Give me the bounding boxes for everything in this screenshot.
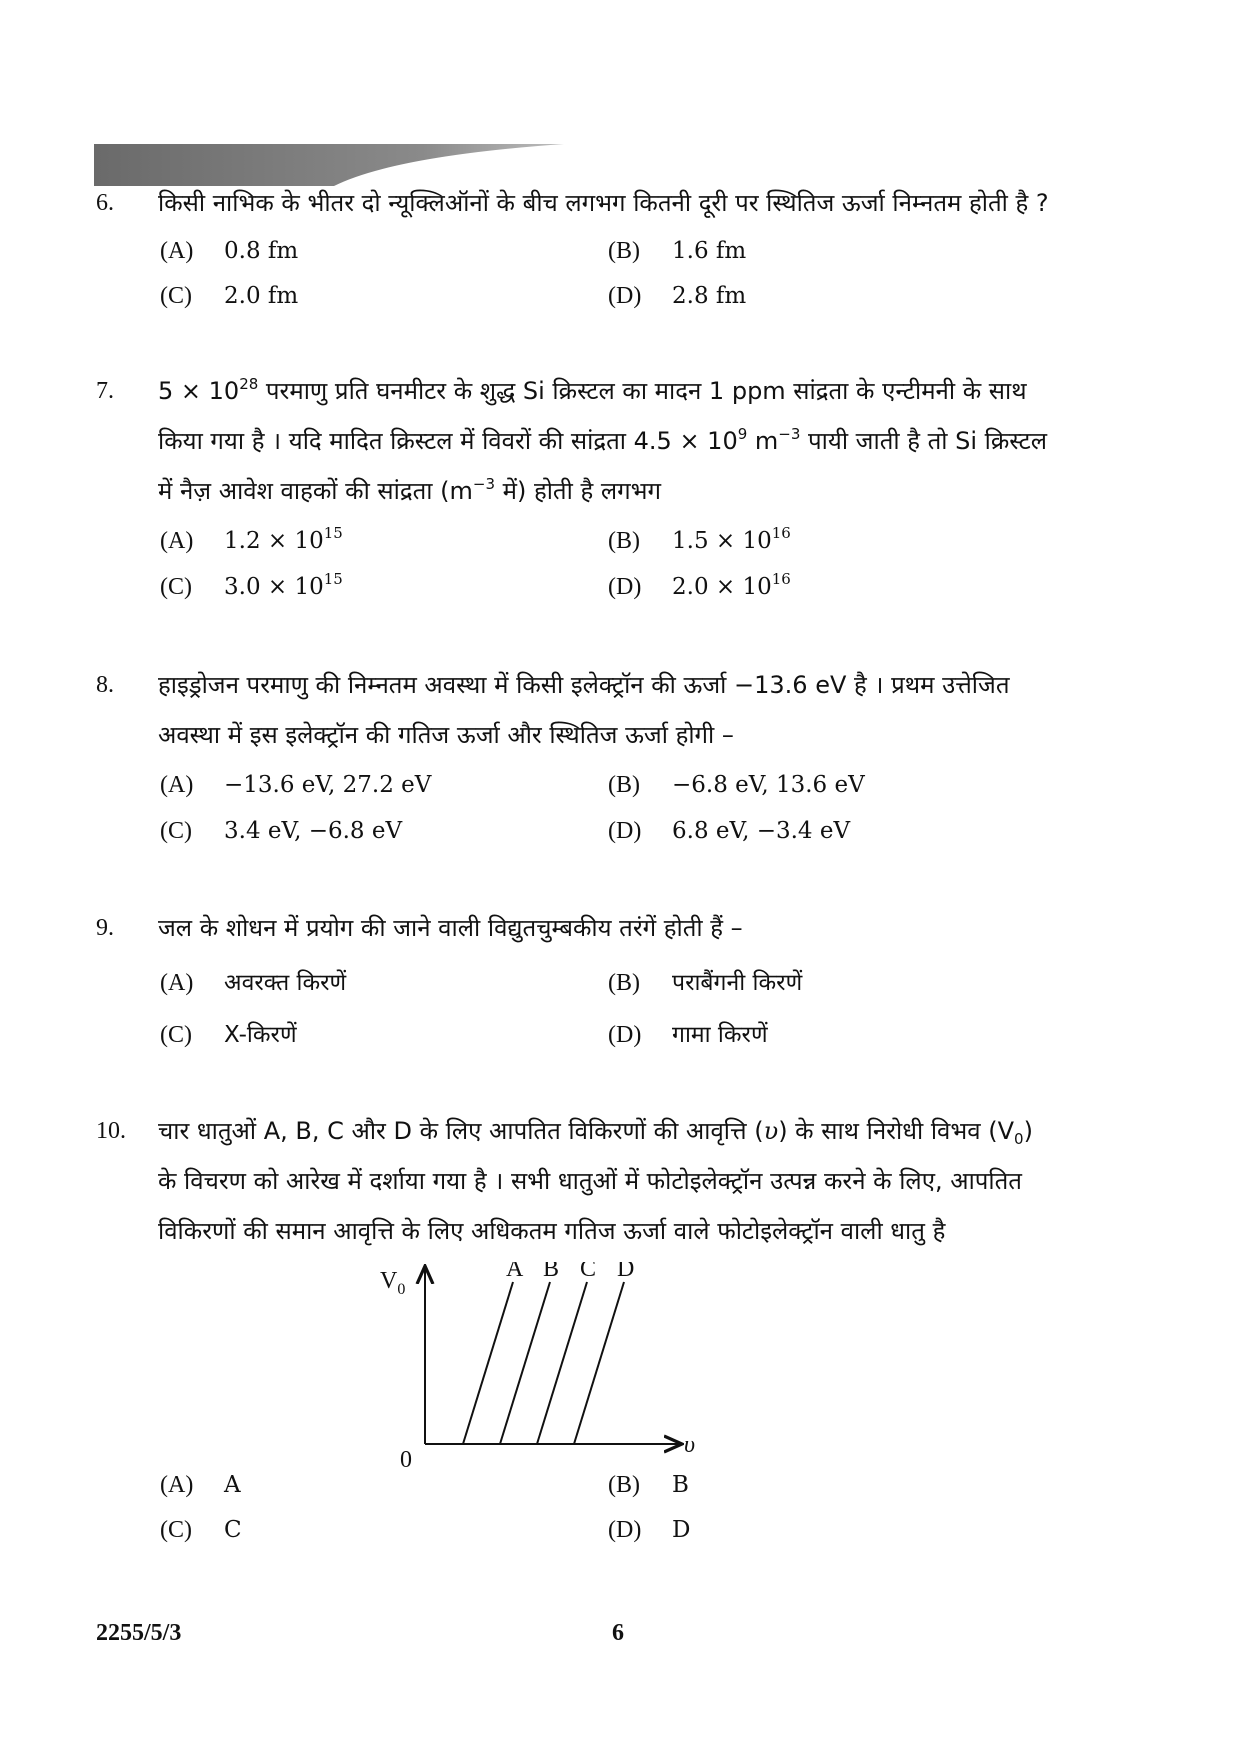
option-c[interactable]: [160, 283, 298, 310]
option-c[interactable]: [160, 570, 343, 601]
option-d[interactable]: [608, 818, 850, 845]
option-label: (C): [160, 283, 192, 309]
question-line: किसी नाभिक के भीतर दो न्यूक्लिऑनों के बीच लगभग कितनी दूरी पर स्थितिज ऊर्जा निम्नतम होती है ?: [158, 189, 1049, 217]
option-d[interactable]: [608, 570, 791, 601]
option-label: (B): [608, 772, 640, 798]
option-d[interactable]: [608, 1017, 768, 1049]
stopping-potential-graph: [370, 1262, 730, 1472]
question-line: विकिरणों की समान आवृत्ति के लिए अधिकतम गतिज ऊर्जा वाले फोटोइलेक्ट्रॉन वाली धातु है: [158, 1217, 946, 1245]
option-label: (B): [608, 238, 640, 264]
option-label: (A): [160, 528, 194, 554]
series-label-b: B: [543, 1262, 560, 1282]
question-line: चार धातुओं A, B, C और D के लिए आपतित विकिरणों की आवृत्ति (υ) के साथ निरोधी विभव $(V_0)$: [158, 1117, 1033, 1148]
option-c[interactable]: [160, 1517, 242, 1544]
series-label-a: A: [506, 1262, 524, 1282]
option-value: अवरक्त किरणें: [224, 970, 347, 996]
option-label: (B): [608, 528, 640, 554]
question-line: अवस्था में इस इलेक्ट्रॉन की गतिज ऊर्जा और स्थितिज ऊर्जा होगी –: [158, 721, 734, 749]
option-label: (C): [160, 1517, 192, 1543]
option-value: 6.8 eV, −3.4 eV: [672, 818, 851, 844]
question-line: $5 \times 10^{28}$ परमाणु प्रति घनमीटर के शुद्ध Si क्रिस्टल का मादन 1 ppm सांद्रता के एन्टीमनी के साथ: [158, 375, 1027, 405]
option-label: (D): [608, 818, 642, 844]
question-text: [158, 660, 1108, 760]
option-b[interactable]: [608, 772, 865, 799]
option-value: −6.8 eV, 13.6 eV: [672, 772, 865, 798]
option-c[interactable]: [160, 818, 402, 845]
option-b[interactable]: [608, 1472, 689, 1499]
option-value: 3.4 eV, −6.8 eV: [224, 818, 403, 844]
question-text: [158, 1106, 1108, 1256]
option-label: (A): [160, 772, 194, 798]
option-label: (D): [608, 574, 642, 600]
series-label-d: D: [617, 1262, 635, 1282]
option-value: $3.0 \times 10^{15}$: [224, 570, 343, 600]
option-value: D: [672, 1517, 691, 1543]
option-a[interactable]: [160, 238, 298, 265]
question-number: 9.: [96, 915, 114, 941]
origin-label: 0: [400, 1447, 412, 1472]
question-line: के विचरण को आरेख में दर्शाया गया है । सभी धातुओं में फोटोइलेक्ट्रॉन उत्पन्न करने के लिए, आपतित: [158, 1167, 1022, 1195]
question-number: 6.: [96, 190, 114, 216]
series-line-c: [537, 1282, 587, 1444]
option-label: (C): [160, 818, 192, 844]
page-number: 6: [612, 1620, 624, 1646]
option-label: (D): [608, 1517, 642, 1543]
option-label: (C): [160, 1022, 192, 1048]
question-line: में नैज़ आवेश वाहकों की सांद्रता ($m^{-3}$ में) होती है लगभग: [158, 475, 661, 505]
series-line-a: [463, 1282, 513, 1444]
option-label: (A): [160, 238, 194, 264]
option-value: गामा किरणें: [672, 1022, 768, 1048]
question-text: [158, 366, 1108, 516]
option-label: (C): [160, 574, 192, 600]
x-axis-label: υ: [684, 1432, 696, 1458]
option-b[interactable]: [608, 524, 791, 555]
option-value: A: [224, 1472, 241, 1498]
question-line: किया गया है । यदि मादित क्रिस्टल में विवरों की सांद्रता $4.5 \times 10^9$ $m^{-3}$ पायी जाती है तो Si क्रिस्टल: [158, 425, 1047, 455]
option-value: $1.5 \times 10^{16}$: [672, 524, 791, 554]
option-value: B: [672, 1472, 689, 1498]
option-label: (D): [608, 1022, 642, 1048]
option-value: 2.8 fm: [672, 283, 747, 309]
question-number: 8.: [96, 672, 114, 698]
question-text: [158, 903, 1108, 953]
option-label: (A): [160, 970, 194, 996]
option-label: (B): [608, 970, 640, 996]
option-value: X-किरणें: [224, 1022, 297, 1048]
paper-code: 2255/5/3: [96, 1620, 182, 1646]
question-number: 7.: [96, 378, 114, 404]
question-text: [158, 178, 1108, 228]
option-d[interactable]: [608, 1517, 690, 1544]
option-label: (A): [160, 1472, 194, 1498]
y-axis-label: $V_0$: [380, 1268, 406, 1298]
option-a[interactable]: [160, 1472, 241, 1499]
option-a[interactable]: [160, 772, 431, 799]
option-label: (B): [608, 1472, 640, 1498]
option-a[interactable]: [160, 524, 343, 555]
question-line: जल के शोधन में प्रयोग की जाने वाली विद्युतचुम्बकीय तरंगें होती हैं –: [158, 914, 743, 942]
question-line: हाइड्रोजन परमाणु की निम्नतम अवस्था में किसी इलेक्ट्रॉन की ऊर्जा −13.6 eV है । प्रथम उत्तेजित: [158, 671, 1010, 699]
option-value: −13.6 eV, 27.2 eV: [224, 772, 432, 798]
series-label-c: C: [580, 1262, 597, 1282]
option-value: 2.0 fm: [224, 283, 299, 309]
option-value: C: [224, 1517, 242, 1543]
option-b[interactable]: [608, 965, 802, 997]
option-value: $1.2 \times 10^{15}$: [224, 524, 343, 554]
option-b[interactable]: [608, 238, 746, 265]
option-value: $2.0 \times 10^{16}$: [672, 570, 791, 600]
question-number: 10.: [96, 1118, 126, 1144]
option-c[interactable]: [160, 1017, 297, 1049]
option-label: (D): [608, 283, 642, 309]
option-value: 1.6 fm: [672, 238, 747, 264]
option-value: 0.8 fm: [224, 238, 299, 264]
option-value: पराबैंगनी किरणें: [672, 970, 803, 996]
series-line-d: [574, 1282, 624, 1444]
option-a[interactable]: [160, 965, 346, 997]
series-line-b: [500, 1282, 550, 1444]
option-d[interactable]: [608, 283, 746, 310]
